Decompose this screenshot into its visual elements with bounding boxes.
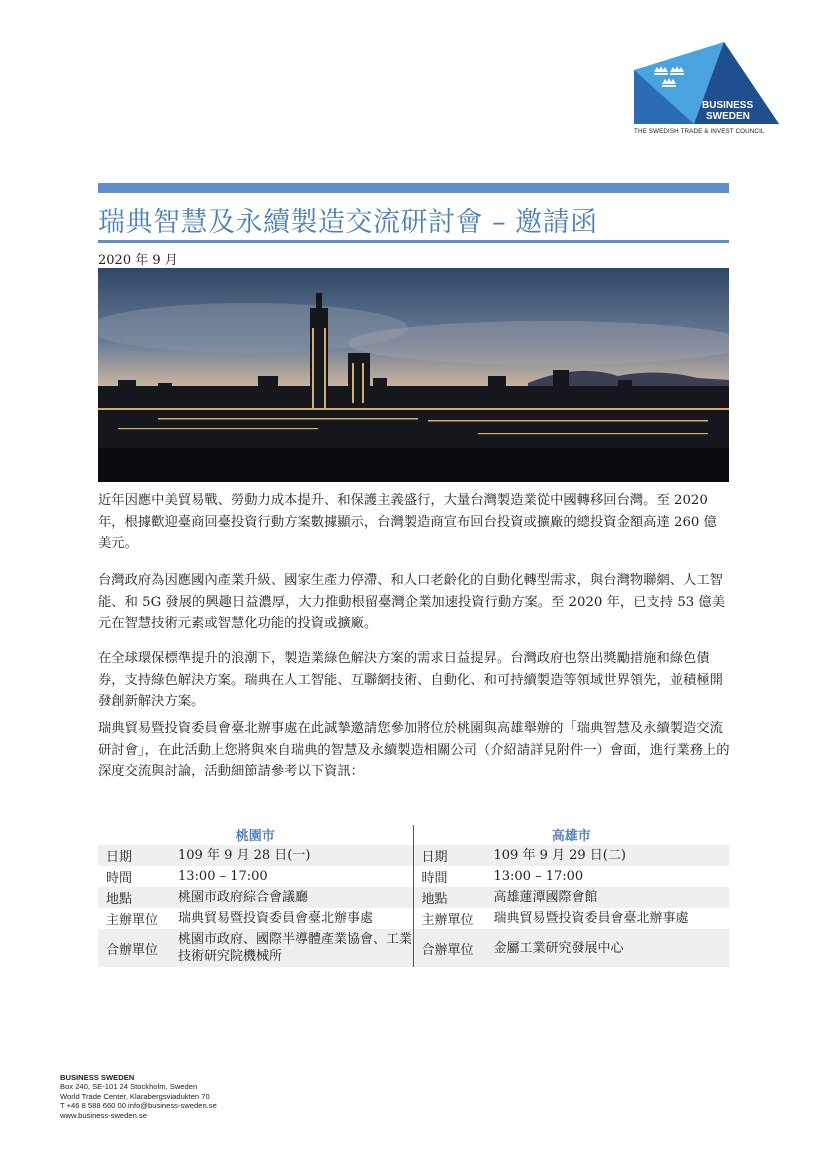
business-sweden-logo bbox=[634, 42, 779, 142]
header-bar bbox=[98, 183, 729, 193]
cell-label: 合辦單位 bbox=[421, 942, 474, 958]
cell-label: 合辦單位 bbox=[106, 942, 159, 958]
cell-label: 主辦單位 bbox=[106, 913, 159, 928]
footer-line: World Trade Center, Klarabergsviadukten 70 bbox=[60, 1091, 210, 1101]
footer-line: T +46 8 588 660 00 info@business-sweden.se bbox=[60, 1101, 217, 1111]
page-title: 瑞典智慧及永續製造交流研討會 – 邀請函 bbox=[98, 207, 598, 238]
table-row bbox=[98, 887, 729, 908]
cell-label: 日期 bbox=[421, 850, 448, 865]
cell-label: 時間 bbox=[421, 871, 448, 886]
table-header-row bbox=[98, 825, 729, 845]
document-date: 2020 年 9 月 bbox=[98, 253, 178, 268]
city-skyline-photo bbox=[98, 268, 729, 482]
cell-label: 地點 bbox=[421, 892, 448, 907]
paragraph-4: 瑞典貿易暨投資委員會臺北辦事處在此誠摯邀請您參加將位於桃園與高雄舉辦的「瑞典智慧及永續製造交流研討會」，在此活動上您將與來自瑞典的智慧及永續製造相關公司（介紹請詳見附件一）會面，進行業務上的深度交流與討論，活動細節請參考以下資訊： bbox=[98, 721, 730, 779]
header-kaohsiung: 高雄市 bbox=[551, 829, 591, 844]
logo-tagline: THE SWEDISH TRADE & INVEST COUNCIL bbox=[634, 128, 765, 135]
cell-value: 瑞典貿易暨投資委員會臺北辦事處 bbox=[178, 911, 374, 926]
cell-value: 瑞典貿易暨投資委員會臺北辦事處 bbox=[493, 911, 689, 926]
footer-line: Box 240, SE-101 24 Stockholm, Sweden bbox=[60, 1082, 198, 1092]
table-row bbox=[98, 845, 729, 866]
cell-value: 桃園市政府、國際半導體產業協會、工業技術研究院機械所 bbox=[178, 932, 413, 964]
title-rule bbox=[98, 240, 729, 243]
table-row bbox=[98, 908, 729, 929]
cell-label: 日期 bbox=[106, 850, 133, 865]
logo-name-line2: SWEDEN bbox=[706, 111, 750, 122]
cell-value: 金屬工業研究發展中心 bbox=[493, 940, 624, 956]
paragraph-3: 在全球環保標準提升的浪潮下，製造業綠色解決方案的需求日益提昇。台灣政府也祭出獎勵措施和綠色債券，支持綠色解決方案。瑞典在人工智能、互聯網技術、自動化、和可持續製造等領域世界領先，並積極開發創新解決方案。 bbox=[98, 651, 723, 709]
table-row bbox=[98, 929, 729, 967]
logo-name-line1: BUSINESS bbox=[702, 100, 754, 111]
cell-label: 主辦單位 bbox=[421, 913, 474, 928]
event-table bbox=[98, 825, 729, 967]
cell-value: 13:00 – 17:00 bbox=[178, 869, 268, 884]
cell-label: 時間 bbox=[106, 871, 133, 886]
cell-label: 地點 bbox=[106, 892, 133, 907]
cell-value: 13:00 – 17:00 bbox=[493, 869, 584, 884]
cell-value: 109 年 9 月 29 日(二) bbox=[493, 848, 626, 863]
footer-address bbox=[60, 1073, 217, 1120]
cell-value: 109 年 9 月 28 日(一) bbox=[178, 848, 311, 863]
paragraph-1: 近年因應中美貿易戰、勞動力成本提升、和保護主義盛行，大量台灣製造業從中國轉移回台灣。至 2020 年，根據歡迎臺商回臺投資行動方案數據顯示，台灣製造商宣布回台投資或擴廠的總投資金額高達 260 億美元。 bbox=[98, 493, 717, 551]
table-row bbox=[98, 866, 729, 887]
footer-website-link[interactable]: www.business-sweden.se bbox=[60, 1110, 147, 1120]
cell-value: 高雄蓮潭國際會館 bbox=[493, 890, 598, 905]
cell-value: 桃園市政府綜合會議廳 bbox=[178, 890, 309, 905]
footer-company: BUSINESS SWEDEN bbox=[60, 1073, 135, 1082]
header-taoyuan: 桃園市 bbox=[98, 825, 414, 845]
paragraph-2: 台灣政府為因應國內產業升級、國家生產力停滯、和人口老齡化的自動化轉型需求，與台灣物聯網、人工智能、和 5G 發展的興趣日益濃厚，大力推動根留臺灣企業加速投資行動方案。至 2020 年，已支持 53 億美元在智慧技術元素或智慧化功能的投資或擴廠。 bbox=[98, 573, 726, 631]
